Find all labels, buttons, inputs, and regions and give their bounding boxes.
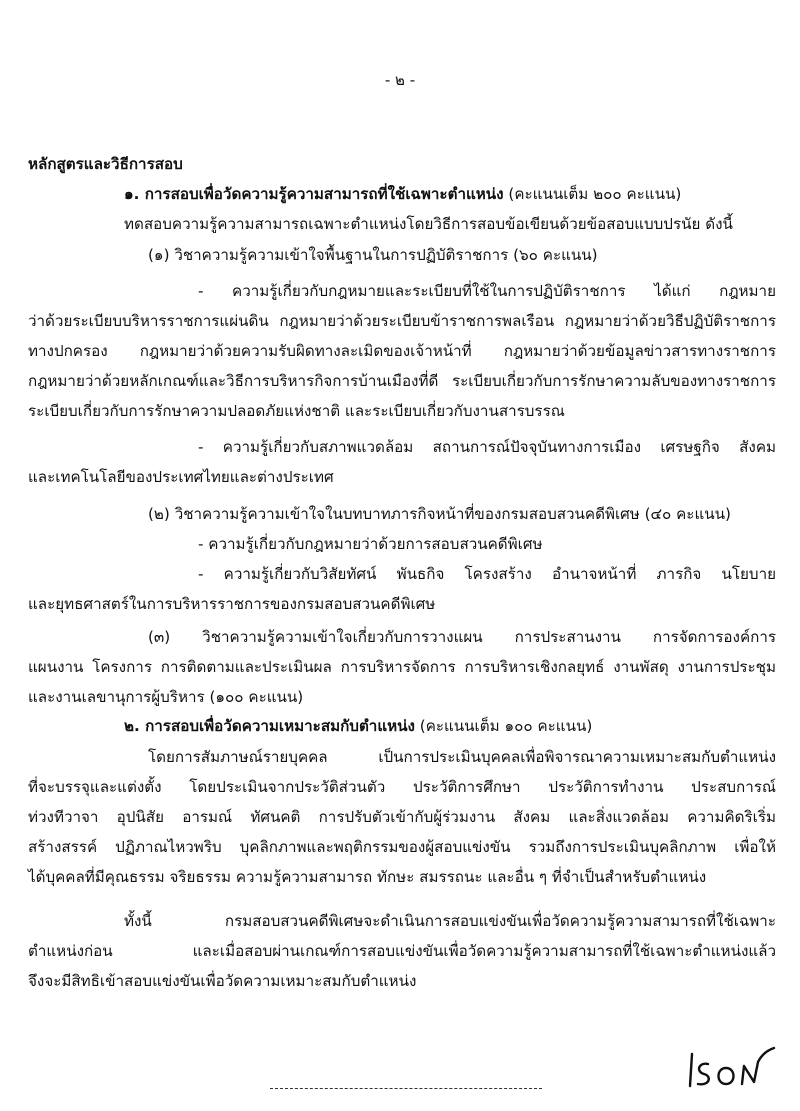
sub2-p1: - ความรู้เกี่ยวกับกฎหมายว่าด้วยการสอบสวนคดีพิเศษ xyxy=(198,535,543,553)
section2-body-line: ท่วงทีวาจา อุปนิสัย อารมณ์ ทัศนคติ การปรับตัวเข้ากับผู้ร่วมงาน สังคม และสิ่งแวดล้อม ความคิดริเริ่ม xyxy=(28,808,776,826)
sub2-title: (๒) วิชาความรู้ความเข้าใจในบทบาทภารกิจหน้าที่ของกรมสอบสวนคดีพิเศษ (๔๐ คะแนน) xyxy=(148,505,731,523)
section1-intro: ทดสอบความรู้ความสามารถเฉพาะตำแหน่งโดยวิธีการสอบข้อเขียนด้วยข้อสอบแบบปรนัย ดังนี้ xyxy=(124,215,733,233)
section2-body-line: โดยการสัมภาษณ์รายบุคคล เป็นการประเมินบุคคลเพื่อพิจารณาความเหมาะสมกับตำแหน่ง xyxy=(148,748,776,766)
sub1-p2-line: - ความรู้เกี่ยวกับสภาพแวดล้อม สถานการณ์ปัจจุบันทางการเมือง เศรษฐกิจ สังคม xyxy=(198,438,776,456)
bottom-divider xyxy=(270,1088,542,1089)
sub3-line: (๓) วิชาความรู้ความเข้าใจเกี่ยวกับการวางแผน การประสานงาน การจัดการองค์การ xyxy=(148,628,776,646)
section1-title: ๑. การสอบเพื่อวัดความรู้ความสามารถที่ใช้เฉพาะตำแหน่ง xyxy=(124,185,504,203)
signature-initials xyxy=(686,1042,776,1090)
closing-line: ทั้งนี้ กรมสอบสวนคดีพิเศษจะดำเนินการสอบแข่งขันเพื่อวัดความรู้ความสามารถที่ใช้เฉพาะ xyxy=(124,912,776,930)
section2-body-line: ที่จะบรรจุและแต่งตั้ง โดยประเมินจากประวัติส่วนตัว ประวัติการศึกษา ประวัติการทำงาน ประสบการณ์ xyxy=(28,778,776,796)
sub2-p2-line: - ความรู้เกี่ยวกับวิสัยทัศน์ พันธกิจ โครงสร้าง อำนาจหน้าที่ ภารกิจ นโยบาย xyxy=(198,565,776,583)
section1-score: (คะแนนเต็ม ๒๐๐ คะแนน) xyxy=(508,185,682,203)
section2-score: (คะแนนเต็ม ๑๐๐ คะแนน) xyxy=(419,717,593,735)
sub2-p2-line: และยุทธศาสตร์ในการบริหารราชการของกรมสอบสวนคดีพิเศษ xyxy=(28,595,436,613)
sub1-p1-line: ว่าด้วยระเบียบบริหารราชการแผ่นดิน กฎหมายว่าด้วยระเบียบข้าราชการพลเรือน กฎหมายว่าด้วยวิธีปฏิบัติราชการ xyxy=(28,312,776,330)
sub1-p1-line: - ความรู้เกี่ยวกับกฎหมายและระเบียบที่ใช้ในการปฏิบัติราชการ ได้แก่ กฎหมาย xyxy=(198,282,776,300)
section2-body-line: ได้บุคคลที่มีคุณธรรม จริยธรรม ความรู้ความสามารถ ทักษะ สมรรถนะ และอื่น ๆ ที่จำเป็นสำหรับตำแหน่ง xyxy=(28,868,707,886)
section2-heading xyxy=(124,716,592,736)
sub1-p1-line: ระเบียบเกี่ยวกับการรักษาความปลอดภัยแห่งชาติ และระเบียบเกี่ยวกับงานสารบรรณ xyxy=(28,402,565,420)
page-number: - ๒ - xyxy=(384,71,416,89)
section1-heading xyxy=(124,184,681,204)
sub3-line: และงานเลขานุการผู้บริหาร (๑๐๐ คะแนน) xyxy=(28,688,304,706)
heading: หลักสูตรและวิธีการสอบ xyxy=(28,155,183,173)
sub1-p1-line: ทางปกครอง กฎหมายว่าด้วยความรับผิดทางละเมิดของเจ้าหน้าที่ กฎหมายว่าด้วยข้อมูลข่าวสารทางราชการ xyxy=(28,342,776,360)
sub3-line: แผนงาน โครงการ การติดตามและประเมินผล การบริหารจัดการ การบริหารเชิงกลยุทธ์ งานพัสดุ งานการประชุม xyxy=(28,658,776,676)
section2-body-line: สร้างสรรค์ ปฏิภาณไหวพริบ บุคลิกภาพและพฤติกรรมของผู้สอบแข่งขัน รวมถึงการประเมินบุคลิกภาพ เพื่อให้ xyxy=(28,838,776,856)
sub1-p1-line: กฎหมายว่าด้วยหลักเกณฑ์และวิธีการบริหารกิจการบ้านเมืองที่ดี ระเบียบเกี่ยวกับการรักษาความลับของทางราชการ xyxy=(28,372,776,390)
section2-title: ๒. การสอบเพื่อวัดความเหมาะสมกับตำแหน่ง xyxy=(124,717,415,735)
closing-line: ตำแหน่งก่อน และเมื่อสอบผ่านเกณฑ์การสอบแข่งขันเพื่อวัดความรู้ความสามารถที่ใช้เฉพาะตำแหน่งแล้ว xyxy=(28,942,776,960)
sub1-title: (๑) วิชาความรู้ความเข้าใจพื้นฐานในการปฏิบัติราชการ (๖๐ คะแนน) xyxy=(148,246,598,264)
closing-line: จึงจะมีสิทธิเข้าสอบแข่งขันเพื่อวัดความเหมาะสมกับตำแหน่ง xyxy=(28,972,417,990)
sub1-p2-line: และเทคโนโลยีของประเทศไทยและต่างประเทศ xyxy=(28,468,334,486)
